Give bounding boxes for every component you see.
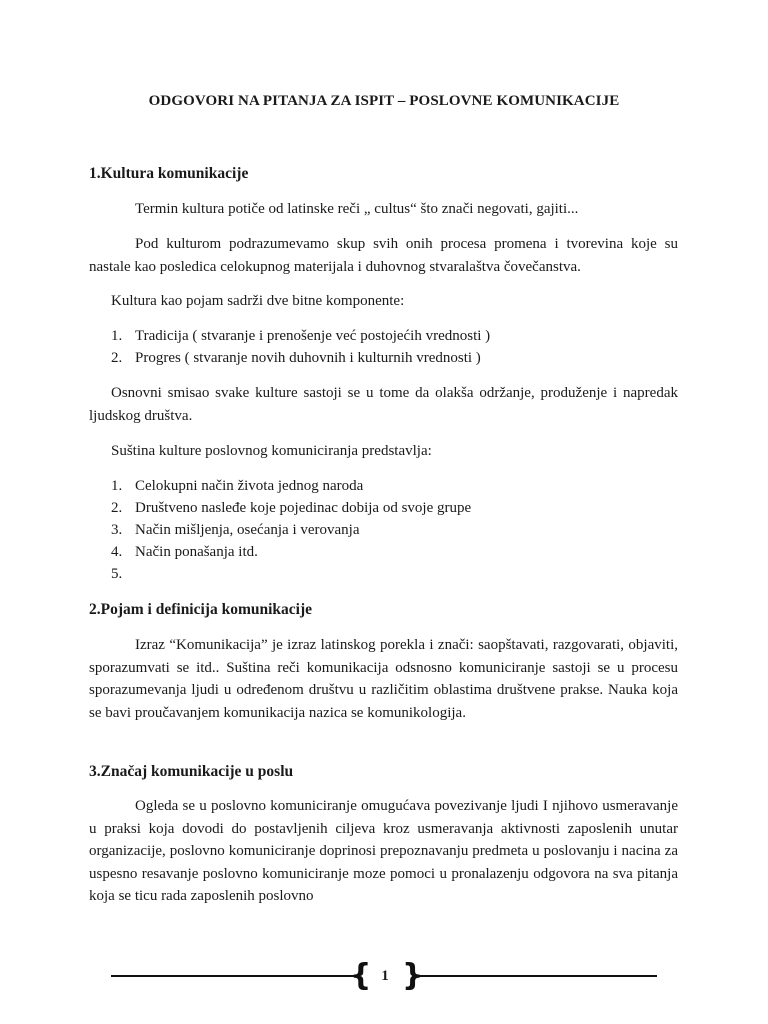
section-heading: 3.Značaj komunikacije u poslu	[89, 763, 294, 780]
section-2-body	[89, 634, 678, 724]
list-text: Društveno nasleđe koje pojedinac dobija od svoje grupe	[135, 500, 472, 516]
section-heading: 1.Kultura komunikacije	[89, 165, 249, 182]
section-1-body	[89, 440, 678, 463]
numbered-list-components	[89, 325, 678, 369]
section-2	[89, 599, 678, 622]
footer-left-brace: {	[350, 958, 372, 993]
list-item	[89, 325, 678, 347]
list-text: Celokupni način života jednog naroda	[135, 478, 364, 494]
footer-rule-right	[412, 975, 657, 977]
section-3	[89, 761, 678, 784]
document-title: ODGOVORI NA PITANJA ZA ISPIT – POSLOVNE KOMUNIKACIJE	[148, 93, 620, 109]
section-1-body	[89, 382, 678, 427]
section-3-body	[89, 795, 678, 908]
footer-rule-left	[111, 975, 355, 977]
list-text: Progres ( stvaranje novih duhovnih i kulturnih vrednosti )	[135, 350, 481, 366]
list-number: 2.	[111, 500, 123, 516]
list-number: 1.	[111, 328, 123, 344]
paragraph: Termin kultura potiče od latinske reči „ cultus“ što znači negovati, gajiti...	[135, 201, 579, 217]
list-number: 2.	[111, 350, 123, 366]
paragraph: Suština kulture poslovnog komuniciranja predstavlja:	[111, 443, 432, 459]
section-1-body	[89, 290, 678, 313]
paragraph: Pod kulturom podrazumevamo skup svih onih procesa promena i tvorevina koje su nastale kao posledica celokupnog materijala i duhovnog stvaralaštva čovečanstva.	[89, 236, 678, 275]
numbered-list-essence	[89, 475, 678, 585]
paragraph: Osnovni smisao svake kulture sastoji se u tome da olakša održanje, produženje i napredak ljudskog društva.	[89, 385, 678, 424]
list-text: Način ponašanja itd.	[135, 544, 258, 560]
list-number: 5.	[111, 566, 123, 582]
list-text: Tradicija ( stvaranje i prenošenje već postojećih vrednosti )	[135, 328, 491, 344]
paragraph: Ogleda se u poslovno komuniciranje omugućava povezivanje ljudi I njihovo usmeravanje u praksi koja dovodi do postavljenih ciljeva kroz usmeravanja aktivnosti zaposlenih unutar organizacije, poslovno komuniciranje doprinosi prepoznavanju predmeta u poslovanju i nacina za uspesno resavanje poslovno komuniciranje moze pomoci u pronalazenju odgovora na sva pitanja koja se ticu rada zaposlenih poslovno	[89, 798, 678, 904]
section-1	[89, 163, 678, 186]
paragraph: Izraz “Komunikacija” je izraz latinskog porekla i znači: saopštavati, razgovarati, objaviti, sporazumvati se itd.. Suština reči komunikacija odsnosno komuniciranje sastoji se u procesu sporazumevanja ljudi u određenom društvu u različitim oblastima društvene prakse. Nauka koja se bavi proučavanjem komunikacija nazica se komunikologija.	[89, 637, 678, 721]
list-item	[89, 497, 678, 519]
paragraph: Kultura kao pojam sadrži dve bitne komponente:	[111, 293, 405, 309]
list-number: 3.	[111, 522, 123, 538]
list-item	[89, 475, 678, 497]
list-number: 4.	[111, 544, 123, 560]
list-text: Način mišljenja, osećanja i verovanja	[135, 522, 360, 538]
section-1-body	[89, 198, 678, 221]
list-item	[89, 541, 678, 563]
list-item	[89, 563, 678, 585]
list-item	[89, 519, 678, 541]
section-heading: 2.Pojam i definicija komunikacije	[89, 601, 313, 618]
section-1-body	[89, 233, 678, 278]
list-item	[89, 347, 678, 369]
list-number: 1.	[111, 478, 123, 494]
page-number: 1	[381, 968, 389, 984]
footer-right-brace: }	[402, 958, 424, 993]
